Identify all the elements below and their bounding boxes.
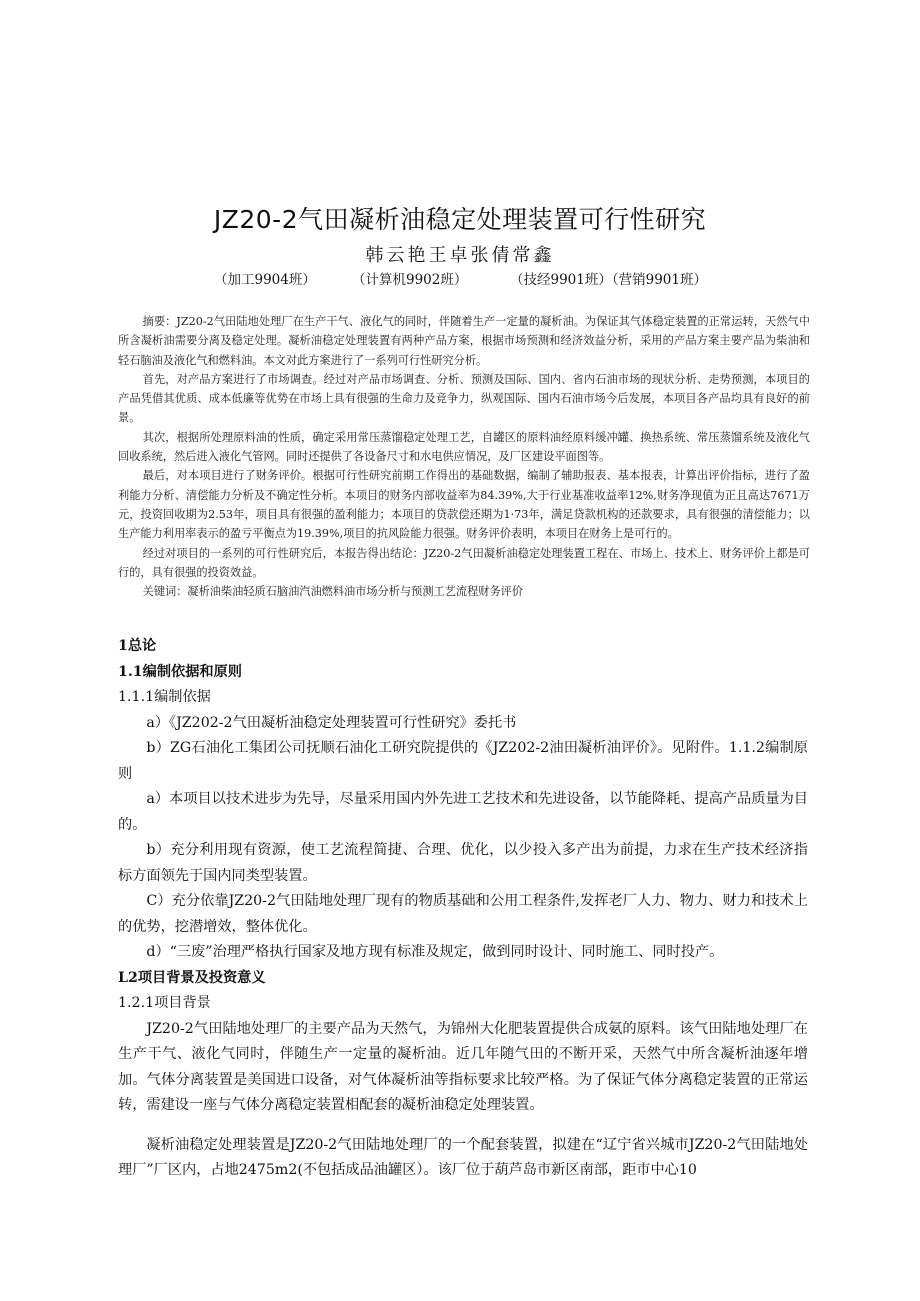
abstract-paragraph: 其次，根据所处理原料油的性质，确定采用常压蒸馏稳定处理工艺，自罐区的原料油经原料缓冲罐、换热系统、常压蒸馏系统及液化气回收系统，然后进入液化气管网。同时还提供了各设备尺寸和水电供应情况，及厂区建设平面图等。 bbox=[118, 430, 810, 464]
abstract-paragraph: 最后，对本项目进行了财务评价。根据可行性研究前期工作得出的基础数据，编制了辅助报表、基本报表，计算出评价指标，进行了盈利能力分析、清偿能力分析及不确定性分析。本项目的财务内部收益率为84.39%,大于行业基准收益率12%,财务净现值为正且高达7671万元，投资回收期为2.53年，项目具有很强的盈利能力；本项目的贷款偿还期为1·73年，满足贷款机构的还款要求，具有很强的清偿能力；以生产能力利用率表示的盈亏平衡点为19.39%,项目的抗风险能力很强。财务评价表明，本项目在财务上是可行的。 bbox=[118, 469, 810, 541]
paragraph-gap bbox=[118, 1119, 808, 1133]
author-list: 韩云艳王卓张倩常鑫 bbox=[365, 245, 555, 266]
body-paragraph: a）《JZ202-2气田凝析油稳定处理装置可行性研究》委托书 bbox=[146, 714, 517, 731]
author-affiliations bbox=[214, 268, 774, 288]
subsection-heading: L2项目背景及投资意义 bbox=[118, 969, 266, 986]
affiliation-1: （加工9904班） bbox=[214, 272, 316, 288]
keywords: 关键词：凝析油柴油轻质石脑油汽油燃料油市场分析与预测工艺流程财务评价 bbox=[142, 585, 524, 599]
subsubsection-heading: 1.1.1编制依据 bbox=[118, 689, 211, 705]
body-paragraph: a）本项目以技术进步为先导，尽量采用国内外先进工艺技术和先进设备，以节能降耗、提高产品质量为目的。 bbox=[118, 791, 808, 833]
paper-title: JZ20-2气田凝析油稳定处理装置可行性研究 bbox=[213, 205, 707, 234]
abstract-paragraph: 经过对项目的一系列的可行性研究后，本报告得出结论：JZ20-2气田凝析油稳定处理装置工程在、市场上、技术上、财务评价上都是可行的，具有很强的投资效益。 bbox=[118, 546, 810, 579]
subsubsection-heading: 1.2.1项目背景 bbox=[118, 995, 211, 1011]
body-paragraph: d）“三废”治理严格执行国家及地方现有标准及规定，做到同时设计、同时施工、同时投产。 bbox=[146, 944, 724, 960]
section-heading: 1总论 bbox=[118, 638, 157, 654]
abstract-paragraph: 摘要：JZ20-2气田陆地处理厂在生产干气、液化气的同时，伴随着生产一定量的凝析油。为保证其气体稳定装置的正常运转，天然气中所含凝析油需要分离及稳定处理。凝析油稳定处理装置有两种产品方案，根据市场预测和经济效益分析，采用的产品方案主要产品为柴油和轻石脑油及液化气和燃料油。本文对此方案进行了一系列可行性研究分析。 bbox=[118, 315, 810, 367]
body-paragraph: 凝析油稳定处理装置是JZ20-2气田陆地处理厂的一个配套装置，拟建在“辽宁省兴城市JZ20-2气田陆地处理厂”厂区内，占地2475m2(不包括成品油罐区）。该厂位于葫芦岛市新区南部，距市中心10 bbox=[118, 1136, 808, 1178]
abstract bbox=[118, 312, 810, 601]
body-text bbox=[118, 634, 808, 1184]
affiliation-3: （技经9901班）（营销9901班） bbox=[510, 272, 707, 288]
affiliation-2: （计算机9902班） bbox=[352, 272, 468, 288]
abstract-paragraph: 首先，对产品方案进行了市场调查。经过对产品市场调查、分析、预测及国际、国内、省内石油市场的现状分析、走势预测，本项目的产品凭借其优质、成本低廉等优势在市场上具有很强的生命力及竞争力，纵观国际、国内石油市场今后发展，本项目各产品均具有良好的前景。 bbox=[118, 372, 810, 425]
body-paragraph: C）充分依靠JZ20-2气田陆地处理厂现有的物质基础和公用工程条件,发挥老厂人力、物力、财力和技术上的优势，挖潜增效，整体优化。 bbox=[118, 893, 808, 935]
body-paragraph: b）充分利用现有资源，使工艺流程简捷、合理、优化，以少投入多产出为前提，力求在生产技术经济指标方面领先于国内同类型装置。 bbox=[118, 842, 808, 884]
subsection-heading: 1.1编制依据和原则 bbox=[118, 663, 242, 680]
body-paragraph: b）ZG石油化工集团公司抚顺石油化工研究院提供的《JZ202-2油田凝析油评价》。见附件。1.1.2编制原则 bbox=[118, 740, 808, 782]
body-paragraph: JZ20-2气田陆地处理厂的主要产品为天然气，为锦州大化肥装置提供合成氨的原料。该气田陆地处理厂在生产干气、液化气同时，伴随生产一定量的凝析油。近几年随气田的不断开采，天然气中所含凝析油逐年增加。气体分离装置是美国进口设备，对气体凝析油等指标要求比较严格。为了保证气体分离稳定装置的正常运转，需建设一座与气体分离稳定装置相配套的凝析油稳定处理装置。 bbox=[118, 1020, 808, 1113]
